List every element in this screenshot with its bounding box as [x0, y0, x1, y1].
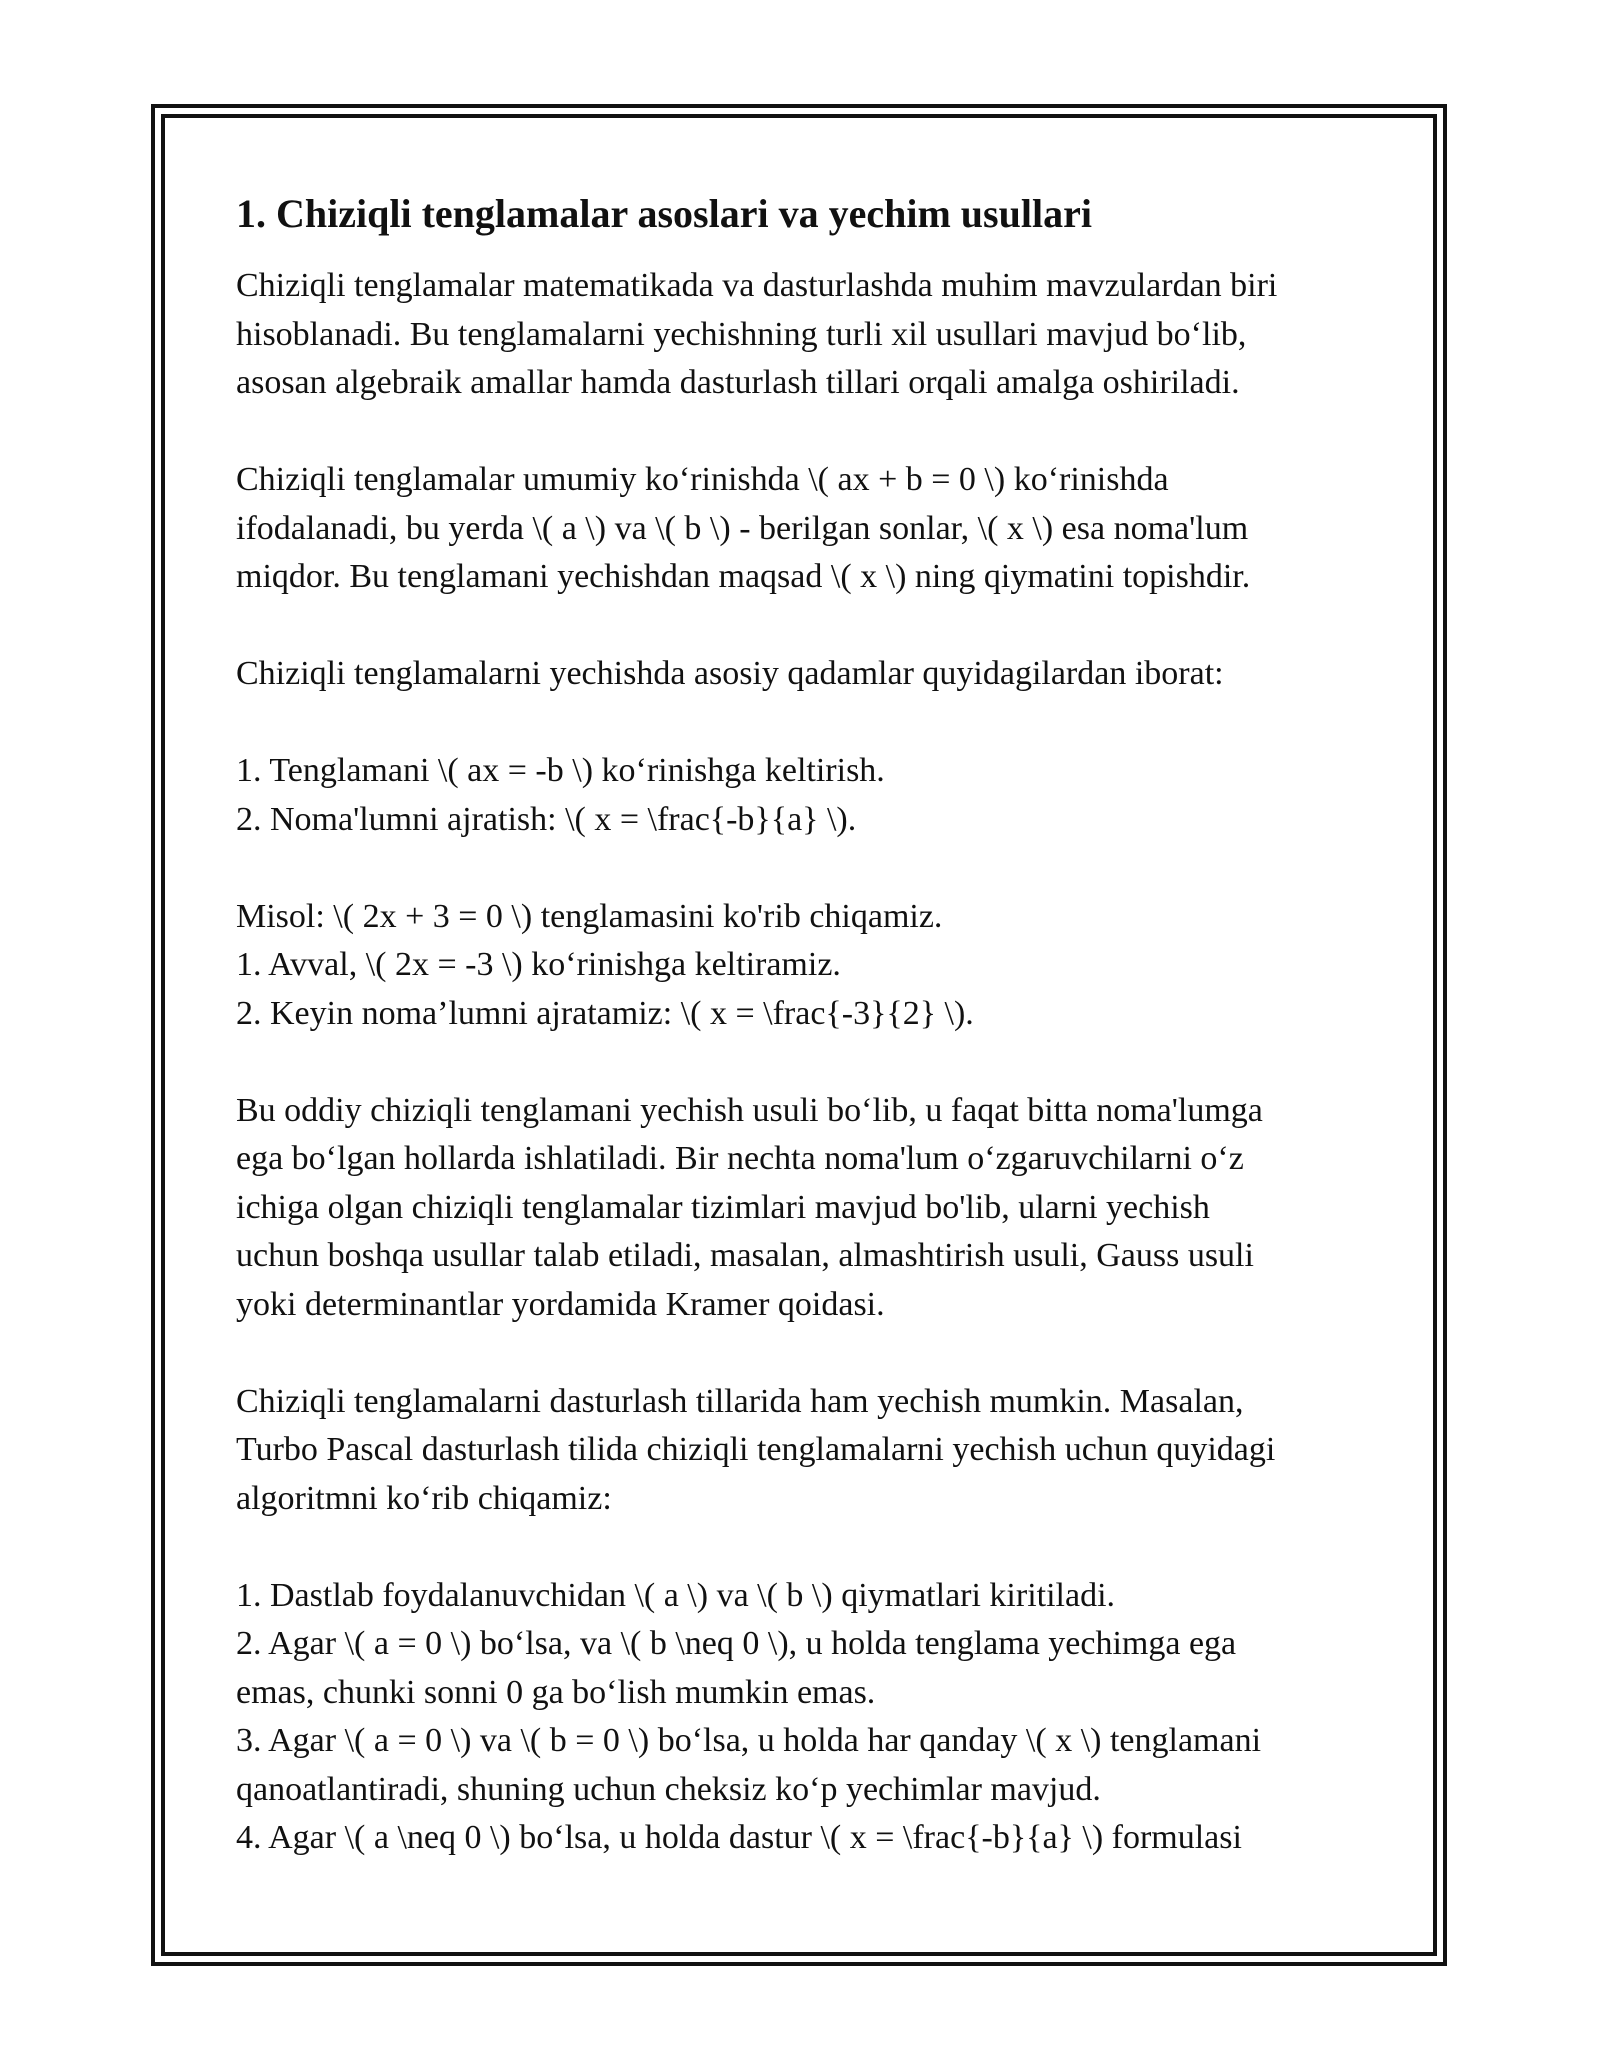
text-line: yoki determinantlar yordamida Kramer qoidasi.: [236, 1285, 885, 1323]
document-body: [236, 186, 1376, 1863]
text-line: uchun boshqa usullar talab etiladi, masalan, almashtirish usuli, Gauss usuli: [236, 1237, 1254, 1274]
text-line: qanoatlantiradi, shuning uchun cheksiz ko‘p yechimlar mavjud.: [236, 1770, 1101, 1808]
text-line: asosan algebraik amallar hamda dasturlash tillari orqali amalga oshiriladi.: [236, 364, 1240, 401]
list-item: 2. Noma'lumni ajratish: \( x = \frac{-b}{a} \).: [236, 800, 857, 838]
list-item: 2. Keyin noma’lumni ajratamiz: \( x = \frac{-3}{2} \).: [236, 994, 974, 1032]
paragraph-example: [236, 893, 1376, 1039]
paragraph-steps-intro: [236, 650, 1376, 699]
text-line: ichiga olgan chiziqli tenglamalar tizimlari mavjud bo'lib, ularni yechish: [236, 1188, 1210, 1226]
text-line: ega bo‘lgan hollarda ishlatiladi. Bir nechta noma'lum o‘zgaruvchilarni o‘z: [236, 1140, 1244, 1177]
paragraph-algorithm: [236, 1572, 1376, 1863]
text-line: Chiziqli tenglamalar matematikada va dasturlashda muhim mavzulardan biri: [236, 267, 1278, 304]
text-line: Chiziqli tenglamalarni dasturlash tillarida ham yechish mumkin. Masalan,: [236, 1382, 1244, 1420]
list-item: 2. Agar \( a = 0 \) bo‘lsa, va \( b \neq 0 \), u holda tenglama yechimga ega: [236, 1625, 1237, 1662]
section-heading: 1. Chiziqli tenglamalar asoslari va yechim usullari: [236, 191, 1092, 236]
paragraph-intro: [236, 262, 1376, 408]
text-line: Bu oddiy chiziqli tenglamani yechish usuli bo‘lib, u faqat bitta noma'lumga: [236, 1091, 1263, 1129]
list-item: 1. Dastlab foydalanuvchidan \( a \) va \( b \) qiymatlari kiritiladi.: [236, 1576, 1116, 1614]
text-line: hisoblanadi. Bu tenglamalarni yechishning turli xil usullari mavjud bo‘lib,: [236, 315, 1247, 353]
text-line: emas, chunki sonni 0 ga bo‘lish mumkin emas.: [236, 1673, 876, 1711]
paragraph-systems: [236, 1087, 1376, 1330]
list-item: 1. Tenglamani \( ax = -b \) ko‘rinishga keltirish.: [236, 752, 885, 789]
list-item: 4. Agar \( a \neq 0 \) bo‘lsa, u holda dastur \( x = \frac{-b}{a} \) formulasi: [236, 1819, 1242, 1856]
list-item: 3. Agar \( a = 0 \) va \( b = 0 \) bo‘lsa, u holda har qanday \( x \) tenglamani: [236, 1722, 1262, 1759]
text-line: algoritmni ko‘rib chiqamiz:: [236, 1479, 612, 1517]
text-line: Misol: \( 2x + 3 = 0 \) tenglamasini ko'rib chiqamiz.: [236, 897, 943, 935]
list-item: 1. Avval, \( 2x = -3 \) ko‘rinishga keltiramiz.: [236, 946, 841, 983]
paragraph-general-form: [236, 456, 1376, 602]
text-line: Turbo Pascal dasturlash tilida chiziqli tenglamalarni yechish uchun quyidagi: [236, 1431, 1276, 1468]
text-line: miqdor. Bu tenglamani yechishdan maqsad \( x \) ning qiymatini topishdir.: [236, 558, 1251, 595]
text-line: Chiziqli tenglamalar umumiy ko‘rinishda \( ax + b = 0 \) ko‘rinishda: [236, 461, 1169, 498]
paragraph-steps-list: [236, 747, 1376, 844]
text-line: ifodalanadi, bu yerda \( a \) va \( b \) - berilgan sonlar, \( x \) esa noma'lum: [236, 509, 1249, 547]
text-line: Chiziqli tenglamalarni yechishda asosiy qadamlar quyidagilardan iborat:: [236, 655, 1224, 692]
paragraph-programming: [236, 1378, 1376, 1524]
